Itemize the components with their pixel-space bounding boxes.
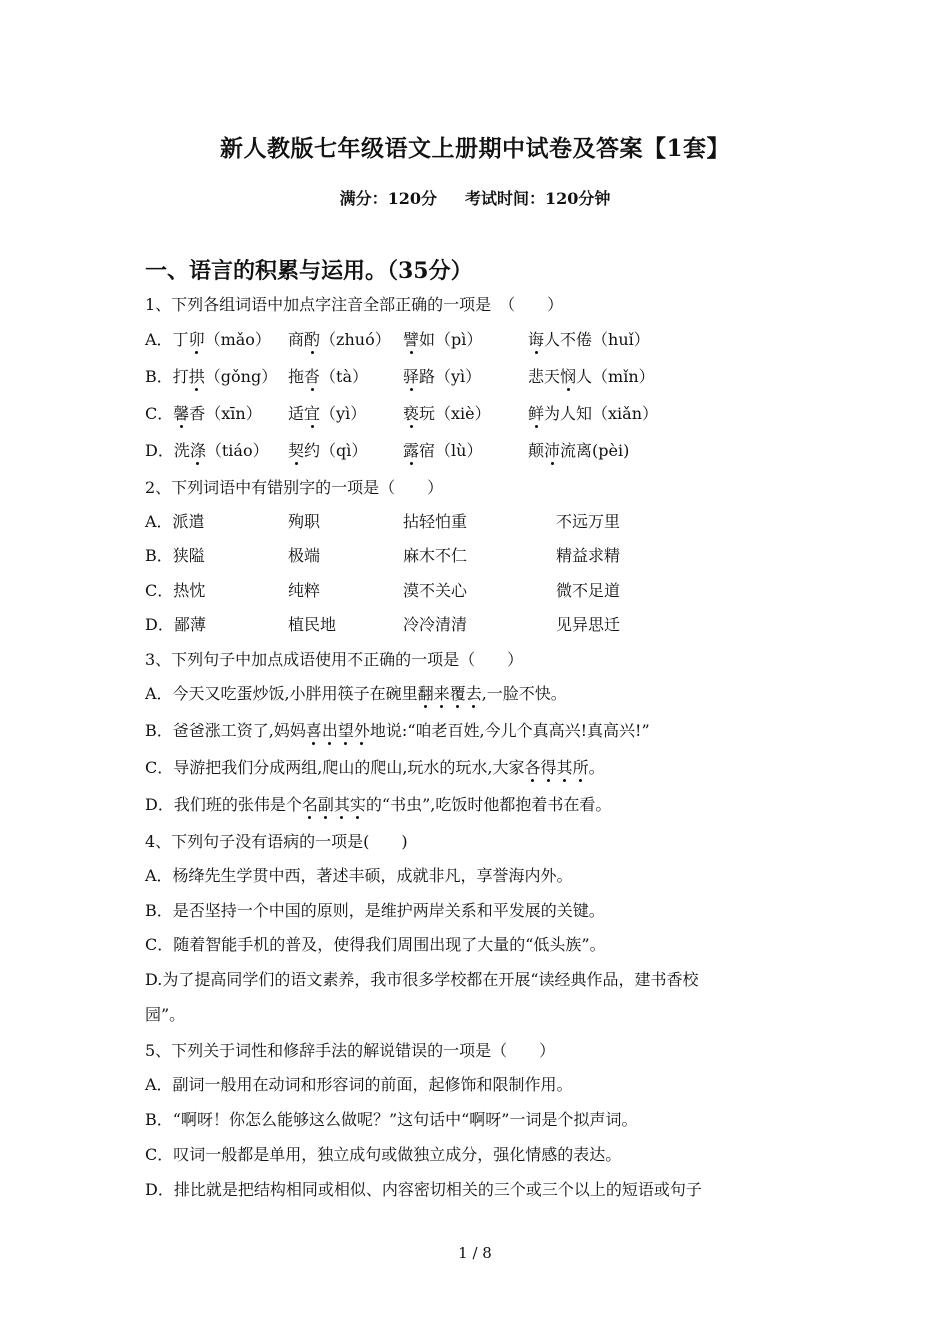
q1-stem: 1、下列各组词语中加点字注音全部正确的一项是 （ ） <box>145 295 564 314</box>
dotted-char: 出 <box>321 721 338 740</box>
text: 见异思迁 <box>556 615 621 634</box>
dotted-char: 覆 <box>449 684 466 703</box>
exam-info <box>0 186 950 209</box>
dotted-char: 其 <box>333 795 350 814</box>
text: 不远万里 <box>556 512 621 531</box>
dotted-char: 翻 <box>417 684 434 703</box>
text: D．鄙薄 <box>145 615 206 634</box>
dotted-char: 望 <box>337 721 354 740</box>
text: B．爸爸涨工资了,妈妈 <box>145 721 306 740</box>
dotted-char: 露 <box>403 441 420 460</box>
text: （gǒng） <box>204 367 278 386</box>
dotted-char: 譬 <box>403 330 420 349</box>
dotted-char: 拱 <box>188 367 205 386</box>
text: （mǎo） <box>204 330 271 349</box>
q5-stem: 5、下列关于词性和修辞手法的解说错误的一项是（ ） <box>145 1041 556 1060</box>
dotted-char: 馨 <box>173 404 190 423</box>
text: 路（yì） <box>419 367 482 386</box>
text: 的“书虫”,吃饭时他都抱着书在看。 <box>365 795 612 814</box>
dotted-char: 喜 <box>305 721 322 740</box>
exam-time: 考试时间：120分钟 <box>465 189 611 208</box>
text: 冷冷清清 <box>403 615 468 634</box>
text: 为人知（xiǎn） <box>544 404 659 423</box>
page-title: 新人教版七年级语文上册期中试卷及答案【1套】 <box>219 135 730 162</box>
text: A．今天又吃蛋炒饭,小胖用筷子在碗里 <box>145 684 418 703</box>
text: A．丁 <box>145 330 189 349</box>
text: 如（pì） <box>419 330 483 349</box>
text: 宿（lù） <box>419 441 483 460</box>
q3-option-b <box>145 721 650 741</box>
text: C．导游把我们分成两组,爬山的爬山,玩水的玩水,大家 <box>145 758 525 777</box>
q4-option-b: B．是否坚持一个中国的原则，是维护两岸关系和平发展的关键。 <box>145 901 605 920</box>
q4-option-a: A．杨绛先生学贯中西，著述丰硕，成就非凡，享誉海内外。 <box>145 866 573 885</box>
dotted-char: 名 <box>301 795 318 814</box>
text: 漠不关心 <box>403 581 468 600</box>
text: A．派遣 <box>145 512 205 531</box>
section-heading: 一、语言的积累与运用。（35分） <box>145 258 473 284</box>
q3-option-c <box>145 758 605 778</box>
dotted-idiom <box>306 721 370 740</box>
text: 麻木不仁 <box>403 546 468 565</box>
text: 植民地 <box>288 615 337 634</box>
dotted-char: 各 <box>524 758 541 777</box>
text: （zhuó） <box>320 330 391 349</box>
dotted-char: 涤 <box>189 441 206 460</box>
dotted-idiom <box>418 684 482 703</box>
text: 微不足道 <box>556 581 621 600</box>
text: 人（mǐn） <box>576 367 655 386</box>
text: （tiáo） <box>205 441 269 460</box>
dotted-char: 来 <box>433 684 450 703</box>
text: 。 <box>588 758 605 777</box>
text: 流离(pèi) <box>560 441 630 460</box>
text: C． <box>145 404 174 423</box>
q2-stem: 2、下列词语中有错别字的一项是（ ） <box>145 478 444 497</box>
q5-option-b: B．“啊呀！你怎么能够这么做呢？”这句话中“啊呀”一词是个拟声词。 <box>145 1110 638 1129</box>
q3-stem: 3、下列句子中加点成语使用不正确的一项是（ ） <box>145 650 524 669</box>
text: 纯粹 <box>288 581 321 600</box>
dotted-char: 副 <box>317 795 334 814</box>
text: C．热忱 <box>145 581 206 600</box>
dotted-char: 得 <box>540 758 557 777</box>
text: 商 <box>288 330 305 349</box>
text: 悲天 <box>528 367 561 386</box>
text: 精益求精 <box>556 546 621 565</box>
q5-option-d: D．排比就是把结构相同或相似、内容密切相关的三个或三个以上的短语或句子 <box>145 1180 702 1199</box>
text: 香（xīn） <box>189 404 262 423</box>
q4-option-c: C．随着智能手机的普及，使得我们周围出现了大量的“低头族”。 <box>145 935 606 954</box>
text: 约（qì） <box>304 441 368 460</box>
text: 玩（xiè） <box>419 404 491 423</box>
page-number: 1 / 8 <box>458 1244 492 1262</box>
q3-option-d <box>145 795 611 815</box>
q5-option-a: A．副词一般用在动词和形容词的前面，起修饰和限制作用。 <box>145 1075 573 1094</box>
q4-stem: 4、下列句子没有语病的一项是( ) <box>145 832 408 851</box>
dotted-char: 宜 <box>304 404 321 423</box>
dotted-idiom <box>302 795 366 814</box>
text: （tà） <box>320 367 369 386</box>
dotted-char: 诲 <box>528 330 545 349</box>
dotted-char: 酌 <box>304 330 321 349</box>
q3-option-a <box>145 684 567 704</box>
dotted-char: 沛 <box>544 441 561 460</box>
dotted-char: 亵 <box>403 404 420 423</box>
text: 颠 <box>528 441 545 460</box>
text: ,一脸不快。 <box>481 684 567 703</box>
text: 适 <box>288 404 305 423</box>
dotted-char: 卯 <box>188 330 205 349</box>
text: 拖 <box>288 367 305 386</box>
text: D．洗 <box>145 441 190 460</box>
q5-option-c: C．叹词一般都是单用，独立成句或做独立成分，强化情感的表达。 <box>145 1145 622 1164</box>
dotted-char: 悯 <box>560 367 577 386</box>
text: B．打 <box>145 367 189 386</box>
dotted-char: 驿 <box>403 367 420 386</box>
full-score: 满分：120分 <box>339 189 437 208</box>
dotted-char: 外 <box>353 721 370 740</box>
text: 殉职 <box>288 512 321 531</box>
dotted-char: 契 <box>288 441 305 460</box>
text: D．我们班的张伟是个 <box>145 795 302 814</box>
text: 人不倦（huǐ） <box>544 330 650 349</box>
q4-option-d: D.为了提高同学们的语文素养，我市很多学校都在开展“读经典作品，建书香校 <box>145 970 699 989</box>
dotted-idiom <box>525 758 589 777</box>
text: 地说:“咱老百姓,今儿个真高兴!真高兴!” <box>369 721 650 740</box>
dotted-char: 去 <box>465 684 482 703</box>
text: （yì） <box>320 404 367 423</box>
text: B．狭隘 <box>145 546 205 565</box>
text: 极端 <box>288 546 321 565</box>
dotted-char: 所 <box>572 758 589 777</box>
text: 拈轻怕重 <box>403 512 468 531</box>
dotted-char: 实 <box>349 795 366 814</box>
dotted-char: 其 <box>556 758 573 777</box>
dotted-char: 鲜 <box>528 404 545 423</box>
q4-option-d-cont: 园”。 <box>145 1005 186 1024</box>
dotted-char: 沓 <box>304 367 321 386</box>
